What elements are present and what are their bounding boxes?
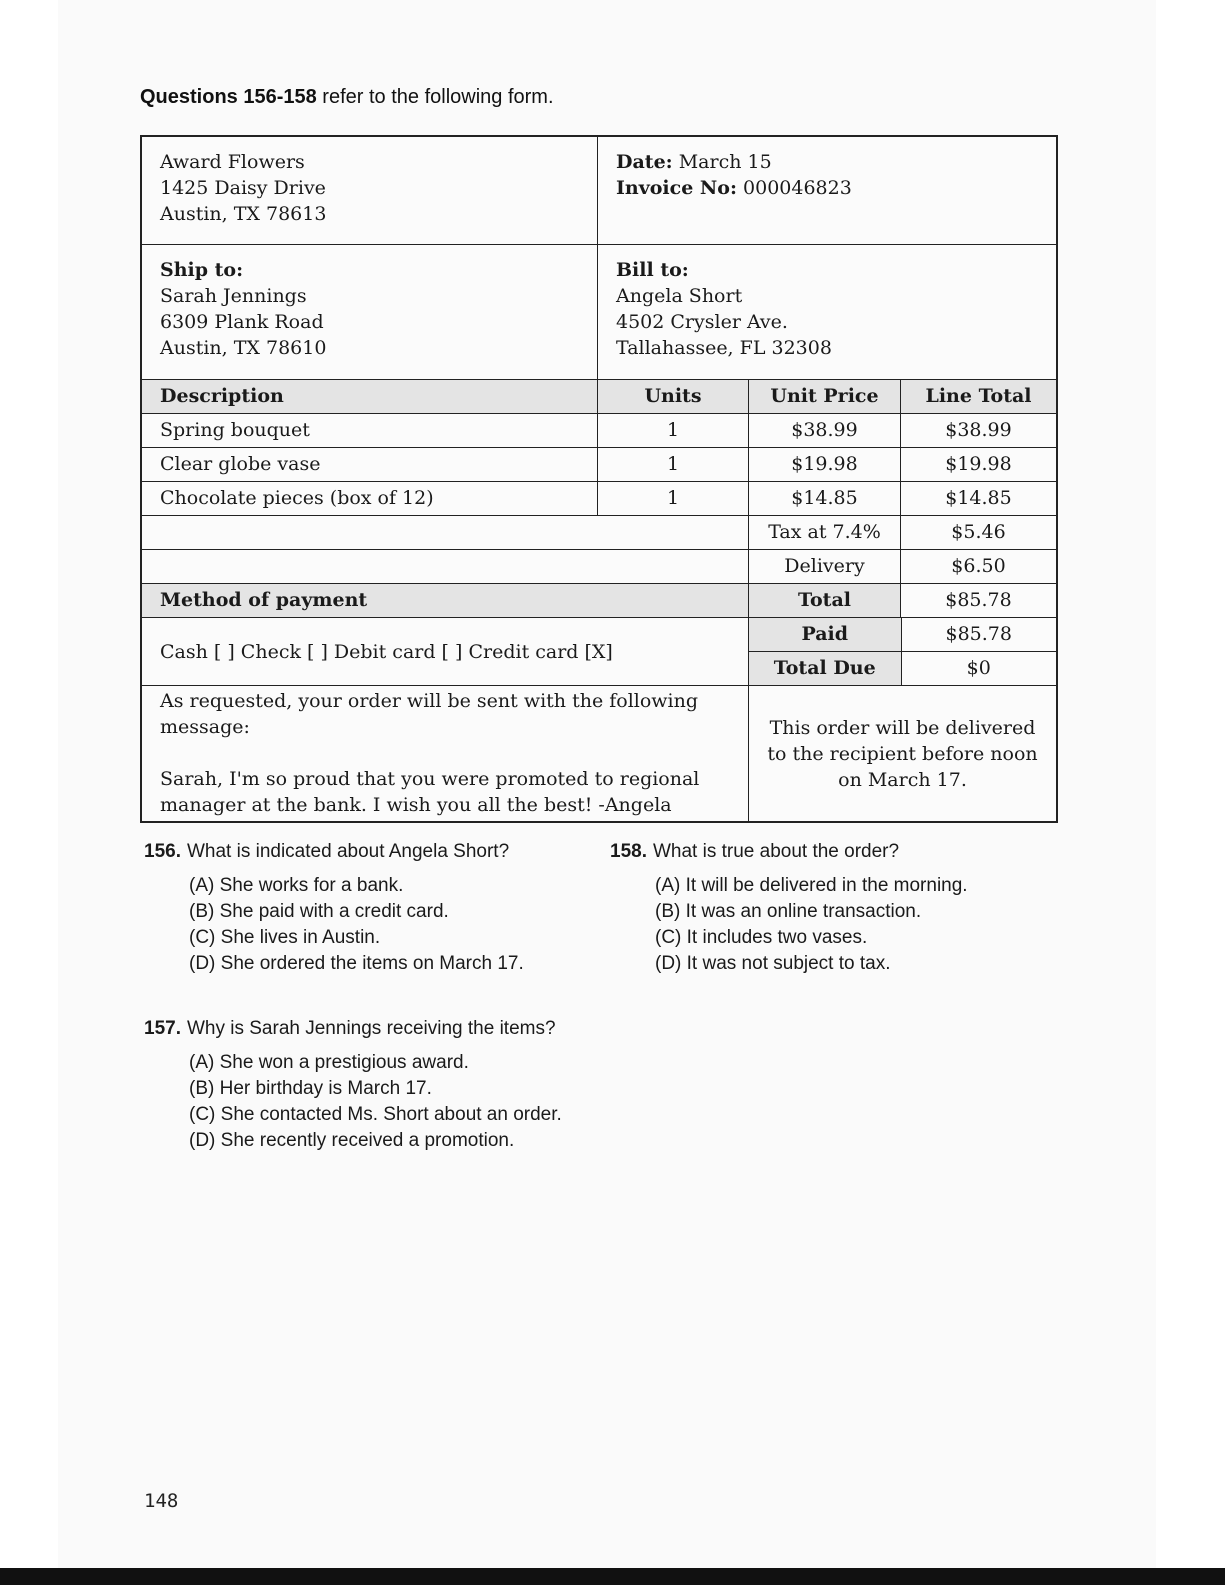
col-description: Description [142,380,598,413]
blank-cell [142,550,749,583]
item-unit-price: $19.98 [749,448,901,481]
ship-to-label: Ship to: [160,259,244,281]
item-line-total: $19.98 [945,453,1012,475]
answer-option[interactable]: (B) She paid with a credit card. [189,901,449,922]
payment-method-label: Method of payment [142,584,749,617]
question-number: 157. [144,1018,181,1039]
bill-to-city: Tallahassee, FL 32308 [616,337,832,359]
invoice-no-label: Invoice No: [616,177,737,199]
due-value: $0 [966,657,991,679]
date-label: Date: [616,151,673,173]
invoice-meta [598,137,1056,244]
page-number: 148 [144,1490,179,1512]
bill-to-label: Bill to: [616,259,689,281]
due-row [749,652,1056,685]
item-description: Clear globe vase [142,448,598,481]
table-row [142,448,1056,482]
answer-option[interactable]: (D) She recently received a promotion. [189,1130,515,1151]
answer-option[interactable]: (C) She contacted Ms. Short about an order. [189,1104,562,1125]
invoice-header-row [142,137,1056,245]
delivery-value: $6.50 [951,555,1006,577]
question-156 [144,839,584,977]
message-row [142,686,1056,821]
message-text: Sarah, I'm so proud that you were promoted to regional manager at the bank. I wish you all the best! -Angela [160,768,700,816]
tax-label: Tax at 7.4% [749,516,901,549]
gift-message [142,686,749,821]
question-stem: What is indicated about Angela Short? [186,841,510,862]
question-157 [144,1016,604,1154]
tax-value: $5.46 [951,521,1006,543]
scan-edge [0,1568,1225,1585]
company-name: Award Flowers [160,151,305,173]
table-row [142,414,1056,448]
answer-option[interactable]: (A) She works for a bank. [189,875,404,896]
answer-option[interactable]: (C) It includes two vases. [655,927,868,948]
item-line-total: $38.99 [945,419,1012,441]
company-address [142,137,598,244]
paid-row [749,618,1056,652]
bill-to-name: Angela Short [616,285,743,307]
company-city: Austin, TX 78613 [160,203,327,225]
item-unit-price: $14.85 [749,482,901,515]
paid-due-block [749,618,1056,685]
ship-to-name: Sarah Jennings [160,285,307,307]
item-units: 1 [598,448,749,481]
payment-row [142,618,1056,686]
item-unit-price: $38.99 [749,414,901,447]
total-value: $85.78 [945,589,1012,611]
total-row [142,584,1056,618]
ship-to-city: Austin, TX 78610 [160,337,327,359]
delivery-row [142,550,1056,584]
delivery-label: Delivery [749,550,901,583]
total-label: Total [749,584,901,617]
question-stem: What is true about the order? [652,841,900,862]
ship-to-street: 6309 Plank Road [160,311,324,333]
question-number: 158. [610,841,647,862]
item-units: 1 [598,482,749,515]
intro-bold: Questions 156-158 [140,86,317,108]
due-label: Total Due [749,652,902,685]
item-description: Spring bouquet [142,414,598,447]
question-stem: Why is Sarah Jennings receiving the items? [186,1018,556,1039]
answer-option[interactable]: (B) Her birthday is March 17. [189,1078,432,1099]
payment-options: Cash [ ] Check [ ] Debit card [ ] Credit card [X] [142,618,749,685]
delivery-note: This order will be delivered to the recipient before noon on March 17. [767,716,1038,791]
intro-line [140,86,554,109]
col-units: Units [598,380,749,413]
paid-label: Paid [749,618,902,651]
answer-option[interactable]: (B) It was an online transaction. [655,901,922,922]
question-158 [610,839,1030,977]
answer-option[interactable]: (C) She lives in Austin. [189,927,381,948]
address-row [142,245,1056,380]
date-value: March 15 [678,151,772,173]
answer-option[interactable]: (A) It will be delivered in the morning. [655,875,968,896]
ship-to-block [142,245,598,379]
item-description: Chocolate pieces (box of 12) [142,482,598,515]
question-number: 156. [144,841,181,862]
col-line-total: Line Total [901,380,1056,413]
answer-option[interactable]: (D) It was not subject to tax. [655,953,891,974]
item-units: 1 [598,414,749,447]
invoice-no-value: 000046823 [743,177,852,199]
col-unit-price: Unit Price [749,380,901,413]
table-row [142,482,1056,516]
intro-rest: refer to the following form. [316,86,554,108]
answer-option[interactable]: (A) She won a prestigious award. [189,1052,469,1073]
blank-cell [142,516,749,549]
paid-value: $85.78 [945,623,1012,645]
tax-row [142,516,1056,550]
bill-to-street: 4502 Crysler Ave. [616,311,788,333]
item-line-total: $14.85 [945,487,1012,509]
message-intro: As requested, your order will be sent with the following message: [160,690,699,738]
company-street: 1425 Daisy Drive [160,177,326,199]
bill-to-block [598,245,1056,379]
invoice-form [140,135,1058,823]
answer-option[interactable]: (D) She ordered the items on March 17. [189,953,524,974]
table-header [142,380,1056,414]
